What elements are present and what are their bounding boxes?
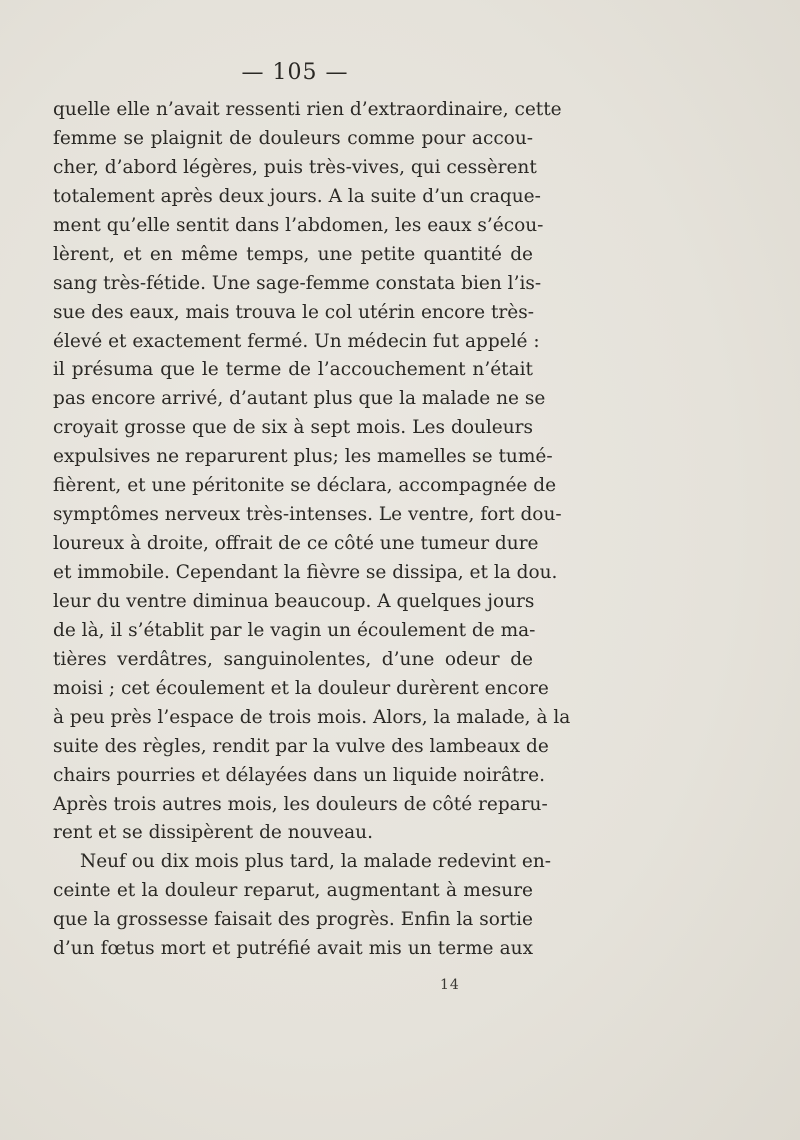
text-line: élevé et exactement fermé. Un médecin fut appelé : — [53, 330, 540, 352]
text-line: ceinte et la douleur reparut, augmentant à mesure — [53, 880, 533, 902]
text-line: pas encore arrivé, d’autant plus que la malade ne se — [53, 388, 546, 410]
paragraph-start-line: Neuf ou dix mois plus tard, la malade redevint en- — [80, 851, 552, 873]
text-line: d’un fœtus mort et putréfié avait mis un terme aux — [53, 938, 533, 960]
text-line: quelle elle n’avait ressenti rien d’extraordinaire, cette — [53, 99, 562, 120]
text-line: femme se plaignit de douleurs comme pour accou- — [53, 127, 533, 149]
paragraph-end-line: rent et se dissipèrent de nouveau. — [53, 822, 373, 844]
text-line: de là, il s’établit par le vagin un écoulement de ma- — [53, 619, 536, 641]
text-line: moisi ; cet écoulement et la douleur durèrent encore — [53, 677, 549, 699]
text-line: Après trois autres mois, les douleurs de côté reparu- — [53, 793, 548, 815]
text-line: croyait grosse que de six à sept mois. Les douleurs — [53, 417, 533, 439]
text-line: à peu près l’espace de trois mois. Alors, la malade, à la — [53, 706, 571, 728]
text-line: fièrent, et une péritonite se déclara, accompagnée de — [53, 475, 557, 497]
text-line: cher, d’abord légères, puis très-vives, qui cessèrent — [53, 156, 537, 178]
text-line: il présuma que le terme de l’accouchement n’était — [53, 359, 533, 381]
text-line: lèrent, et en même temps, une petite quantité de — [53, 243, 533, 265]
text-line: que la grossesse faisait des progrès. Enfin la sortie — [53, 909, 533, 931]
text-line: sang très-fétide. Une sage-femme constata bien l’is- — [53, 272, 542, 294]
text-line: suite des règles, rendit par la vulve des lambeaux de — [53, 735, 549, 757]
text-line: symptômes nerveux très-intenses. Le ventre, fort dou- — [53, 504, 562, 526]
text-line: expulsives ne reparurent plus; les mamelles se tumé- — [53, 446, 553, 468]
text-line: chairs pourries et délayées dans un liquide noirâtre. — [53, 764, 545, 786]
text-line: loureux à droite, offrait de ce côté une tumeur dure — [53, 533, 539, 555]
text-line: sue des eaux, mais trouva le col utérin encore très- — [53, 301, 534, 323]
text-line: et immobile. Cependant la fièvre se dissipa, et la dou. — [53, 562, 558, 583]
text-line: ment qu’elle sentit dans l’abdomen, les eaux s’écou- — [53, 214, 544, 236]
text-line: tières verdâtres, sanguinolentes, d’une odeur de — [53, 648, 533, 670]
text-line: leur du ventre diminua beaucoup. A quelques jours — [53, 590, 535, 612]
page-number: — 105 — — [241, 60, 349, 85]
signature-mark: 14 — [440, 977, 460, 993]
text-line: totalement après deux jours. A la suite d’un craque- — [53, 185, 541, 207]
body-text — [53, 96, 571, 964]
